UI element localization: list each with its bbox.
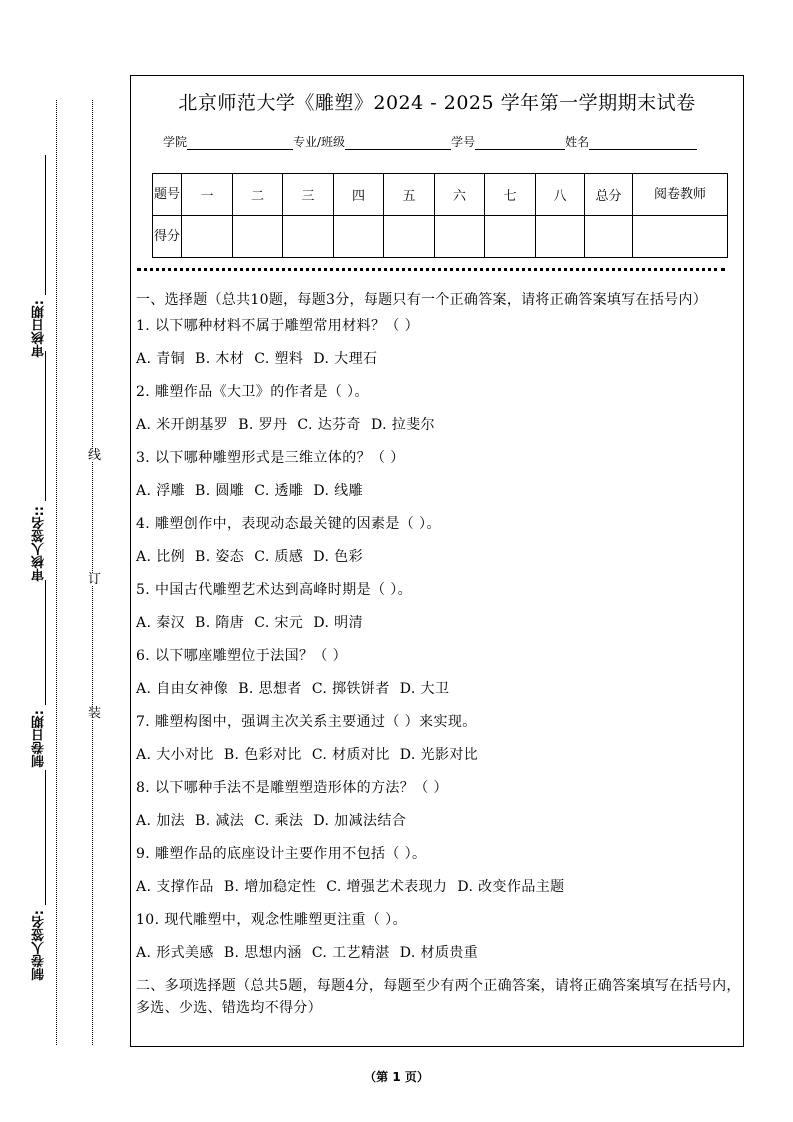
section-1-heading: 一、选择题（总共10题，每题3分，每题只有一个正确答案，请将正确答案填写在括号内） [136, 292, 708, 308]
question-options [136, 344, 741, 377]
exam-date-label: 制卷日期: [32, 710, 47, 768]
col-4: 四 [334, 174, 384, 216]
option-a: A. 大小对比 [136, 747, 214, 763]
score-cell[interactable] [536, 216, 585, 258]
major-label: 专业/班级 [293, 135, 346, 149]
option-b: B. 减法 [195, 813, 245, 829]
name-label: 姓名 [565, 135, 590, 149]
college-input[interactable] [187, 135, 293, 150]
question-text: 8. 以下哪种手法不是雕塑塑造形体的方法？（ ） [136, 780, 448, 796]
option-c: C. 宋元 [254, 615, 304, 631]
score-cell[interactable] [283, 216, 334, 258]
exam-date-line[interactable] [45, 580, 46, 705]
question-text: 6. 以下哪座雕塑位于法国？（ ） [136, 648, 348, 664]
student-id-label: 学号 [451, 135, 476, 149]
score-table-score-row [153, 216, 728, 258]
col-3: 三 [283, 174, 334, 216]
option-c: C. 达芬奇 [297, 417, 361, 433]
option-b: B. 隋唐 [195, 615, 245, 631]
option-b: B. 思想内涵 [223, 945, 302, 961]
option-a: A. 浮雕 [136, 483, 186, 499]
option-c: C. 材质对比 [311, 747, 390, 763]
question-options [136, 674, 741, 707]
reviewer-cell[interactable] [633, 216, 728, 258]
score-cell[interactable] [435, 216, 485, 258]
option-d: D. 改变作品主题 [457, 879, 565, 895]
option-b: B. 木材 [195, 351, 245, 367]
option-c: C. 工艺精湛 [311, 945, 390, 961]
option-a: A. 形式美感 [136, 945, 214, 961]
option-b: B. 圆雕 [195, 483, 245, 499]
score-cell[interactable] [334, 216, 384, 258]
option-a: A. 比例 [136, 549, 186, 565]
name-input[interactable] [589, 135, 697, 150]
student-id-input[interactable] [475, 135, 565, 150]
option-b: B. 色彩对比 [223, 747, 302, 763]
option-c: C. 增强艺术表现力 [326, 879, 448, 895]
col-2: 二 [233, 174, 283, 216]
question-options [136, 806, 741, 839]
exam-maker-signature-label: 制卷人签名: [32, 910, 47, 981]
exam-frame [130, 75, 744, 1047]
exam-title: 北京师范大学《雕塑》2024 - 2025 学年第一学期期末试卷 [178, 92, 696, 114]
option-d: D. 拉斐尔 [370, 417, 435, 433]
question-text: 1. 以下哪种材料不属于雕塑常用材料？（ ） [136, 318, 420, 334]
option-d: D. 光影对比 [399, 747, 479, 763]
question-options [136, 872, 741, 905]
col-1: 一 [182, 174, 233, 216]
binding-char-line: 线 [88, 448, 102, 463]
score-cell[interactable] [485, 216, 536, 258]
section-2-heading: 二、多项选择题（总共5题，每题4分，每题至少有两个正确答案，请将正确答案填写在括号内，多选、少选、错选均不得分） [136, 978, 741, 1016]
review-date-label: 审核日期: [32, 300, 47, 358]
col-total: 总分 [585, 174, 633, 216]
reviewer-label: 阅卷教师 [633, 174, 728, 216]
score-cell[interactable] [233, 216, 283, 258]
question-list [136, 311, 741, 971]
question-text: 3. 以下哪种雕塑形式是三维立体的？（ ） [136, 450, 405, 466]
option-a: A. 支撑作品 [136, 879, 214, 895]
col-5: 五 [384, 174, 435, 216]
student-info-row [163, 133, 697, 150]
option-b: B. 思想者 [238, 681, 302, 697]
question-text: 2. 雕塑作品《大卫》的作者是（ ）。 [136, 384, 369, 400]
option-d: D. 线雕 [313, 483, 363, 499]
binding-dotted-line-outer [56, 100, 57, 1045]
score-cell[interactable] [384, 216, 435, 258]
page-footer: （第 1 页） [364, 1070, 429, 1084]
binding-char-pack: 装 [88, 706, 102, 721]
option-c: C. 质感 [254, 549, 304, 565]
option-b: B. 罗丹 [238, 417, 288, 433]
question-text: 10. 现代雕塑中，观念性雕塑更注重（ ）。 [136, 912, 407, 928]
option-d: D. 大卫 [399, 681, 450, 697]
score-cell-total[interactable] [585, 216, 633, 258]
question-text: 5. 中国古代雕塑艺术达到高峰时期是（ ）。 [136, 582, 413, 598]
question-text: 7. 雕塑构图中，强调主次关系主要通过（ ）来实现。 [136, 714, 477, 730]
question-text: 9. 雕塑作品的底座设计主要作用不包括（ ）。 [136, 846, 427, 862]
option-d: D. 色彩 [313, 549, 363, 565]
score-cell[interactable] [182, 216, 233, 258]
reviewer-signature-line[interactable] [45, 351, 46, 501]
question-options [136, 740, 741, 773]
option-d: D. 加减法结合 [313, 813, 407, 829]
option-d: D. 大理石 [313, 351, 378, 367]
option-a: A. 米开朗基罗 [136, 417, 229, 433]
option-a: A. 加法 [136, 813, 186, 829]
option-c: C. 掷铁饼者 [311, 681, 390, 697]
reviewer-signature-label: 审核人签名:: [32, 506, 47, 582]
question-options [136, 476, 741, 509]
dotted-separator [137, 268, 725, 271]
col-7: 七 [485, 174, 536, 216]
score-table [152, 173, 728, 258]
option-a: A. 秦汉 [136, 615, 186, 631]
option-c: C. 透雕 [254, 483, 304, 499]
question-text: 4. 雕塑创作中，表现动态最关键的因素是（ ）。 [136, 516, 441, 532]
option-c: C. 乘法 [254, 813, 304, 829]
option-b: B. 增加稳定性 [223, 879, 317, 895]
option-d: D. 明清 [313, 615, 363, 631]
question-options [136, 410, 741, 443]
option-a: A. 自由女神像 [136, 681, 229, 697]
question-options [136, 608, 741, 641]
major-input[interactable] [345, 135, 451, 150]
college-label: 学院 [163, 135, 188, 149]
review-date-line[interactable] [45, 155, 46, 295]
exam-maker-signature-line[interactable] [45, 770, 46, 905]
binding-char-bind: 订 [88, 572, 102, 587]
option-d: D. 材质贵重 [399, 945, 479, 961]
questions-content [136, 289, 741, 1019]
option-a: A. 青铜 [136, 351, 186, 367]
question-options [136, 938, 741, 971]
score-label: 得分 [153, 216, 182, 258]
score-table-header-row [153, 174, 728, 216]
question-options [136, 542, 741, 575]
question-number-label: 题号 [153, 174, 182, 216]
col-8: 八 [536, 174, 585, 216]
option-b: B. 姿态 [195, 549, 245, 565]
col-6: 六 [435, 174, 485, 216]
option-c: C. 塑料 [254, 351, 304, 367]
